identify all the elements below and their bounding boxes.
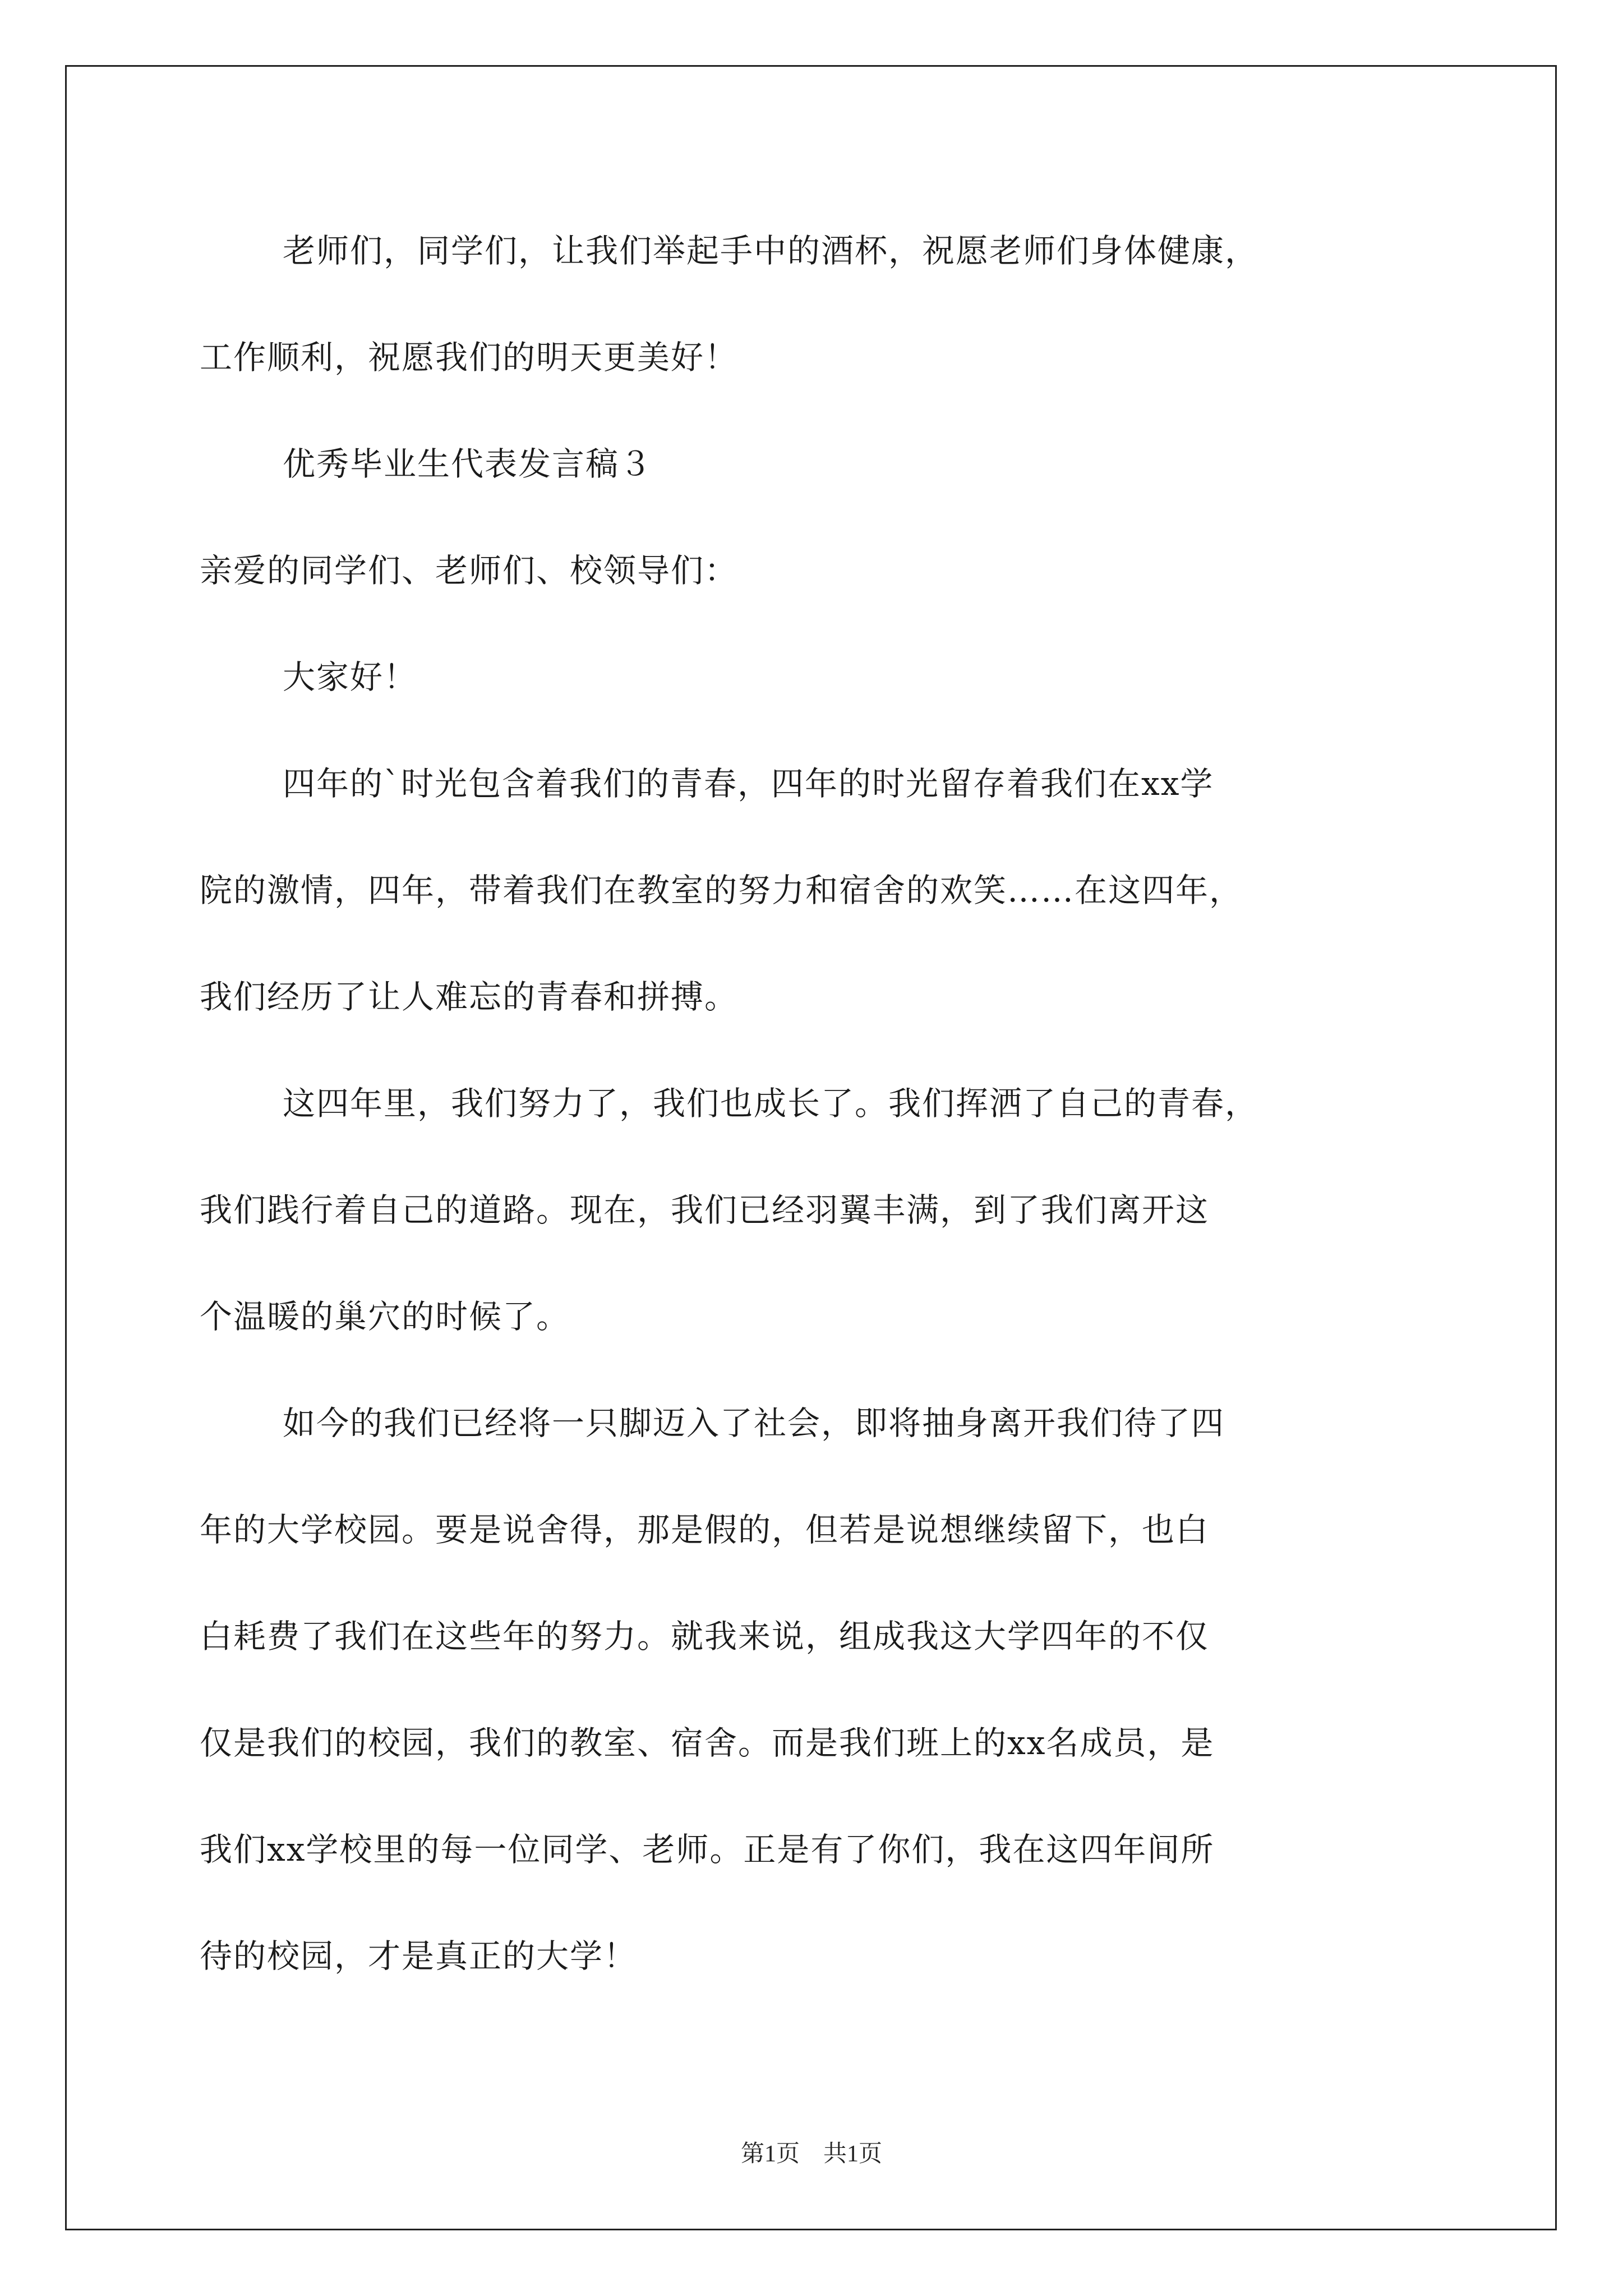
- text-line: 老师们，同学们，让我们举起手中的酒杯，祝愿老师们身体健康，: [283, 232, 1259, 270]
- greeting: 大家好！: [283, 658, 418, 696]
- salutation: 亲爱的同学们、老师们、校领导们：: [200, 551, 739, 590]
- text-line: 如今的我们已经将一只脚迈入了社会，即将抽身离开我们待了四: [283, 1404, 1225, 1442]
- text-line: 四年的`时光包含着我们的青春，四年的时光留存着我们在xx学: [283, 765, 1214, 803]
- text-line: 我们经历了让人难忘的青春和拼搏。: [200, 978, 739, 1016]
- text-line: 年的大学校园。要是说舍得，那是假的，但若是说想继续留下，也白: [200, 1511, 1210, 1549]
- text-line: 白耗费了我们在这些年的努力。就我来说，组成我这大学四年的不仅: [200, 1617, 1210, 1655]
- text-line: 待的校园，才是真正的大学！: [200, 1937, 638, 1975]
- text-line: 我们xx学校里的每一位同学、老师。正是有了你们，我在这四年间所: [200, 1830, 1215, 1869]
- text-line: 工作顺利，祝愿我们的明天更美好！: [200, 338, 739, 376]
- text-line: 这四年里，我们努力了，我们也成长了。我们挥洒了自己的青春，: [283, 1084, 1259, 1122]
- page-border: [65, 65, 1557, 2230]
- section-heading: 优秀毕业生代表发言稿３: [283, 445, 653, 483]
- text-line: 仅是我们的校园，我们的教室、宿舍。而是我们班上的xx名成员，是: [200, 1724, 1215, 1762]
- text-line: 个温暖的巢穴的时候了。: [200, 1297, 570, 1336]
- text-line: 我们践行着自己的道路。现在，我们已经羽翼丰满，到了我们离开这: [200, 1191, 1210, 1229]
- page-footer: 第1页 共1页: [740, 2141, 882, 2167]
- text-line: 院的激情，四年，带着我们在教室的努力和宿舍的欢笑……在这四年，: [200, 871, 1243, 909]
